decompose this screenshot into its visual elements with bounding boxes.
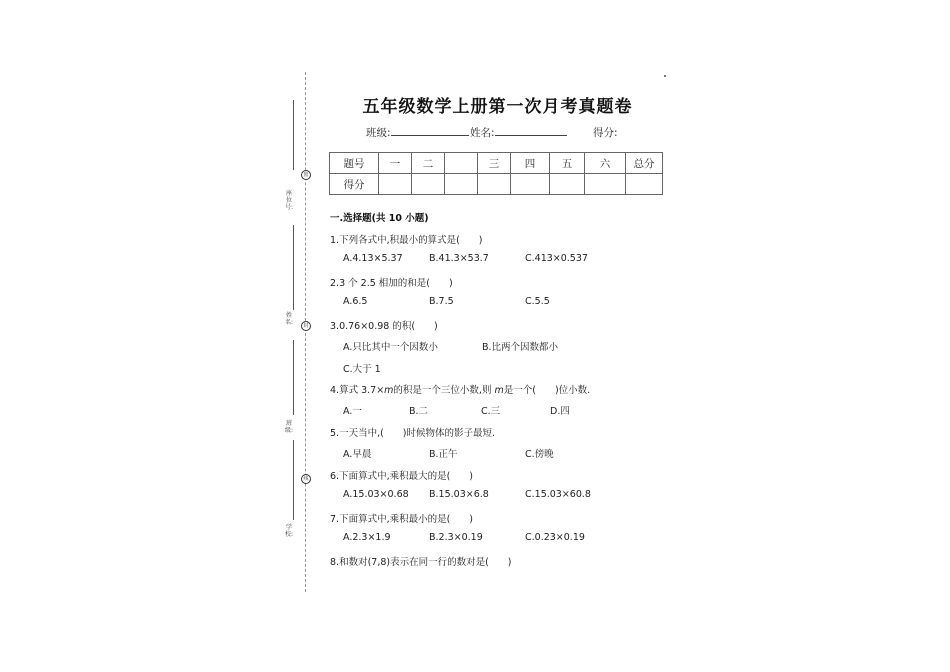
question-3: 3.0.76×0.98 的积( ) bbox=[330, 321, 438, 332]
class-field bbox=[366, 125, 469, 140]
header-cell bbox=[445, 153, 478, 174]
question-6: 6.下面算式中,乘积最大的是( ) bbox=[330, 471, 473, 482]
question-option: A.一 bbox=[343, 406, 362, 417]
variable-m: m bbox=[494, 385, 504, 396]
margin-line bbox=[293, 440, 294, 520]
row-label-cell: 得分 bbox=[330, 174, 379, 195]
seal-mark: 封 bbox=[301, 321, 311, 331]
score-cell[interactable] bbox=[478, 174, 511, 195]
question-option: B.2.3×0.19 bbox=[429, 532, 483, 543]
section-heading: 一.选择题(共 10 小题) bbox=[330, 213, 429, 224]
question-option: A.6.5 bbox=[343, 296, 368, 307]
score-cell[interactable] bbox=[379, 174, 412, 195]
score-cell[interactable] bbox=[550, 174, 585, 195]
question-option: A.4.13×5.37 bbox=[343, 253, 403, 264]
header-cell: 总分 bbox=[626, 153, 663, 174]
score-label: 得分: bbox=[593, 127, 618, 139]
header-cell: 二 bbox=[412, 153, 445, 174]
score-table-header-row bbox=[330, 153, 663, 174]
name-field bbox=[470, 125, 567, 140]
question-option: C.傍晚 bbox=[525, 449, 554, 460]
question-option: D.四 bbox=[550, 406, 570, 417]
question-option: A.早晨 bbox=[343, 449, 372, 460]
margin-name-label: 姓名: bbox=[284, 312, 294, 326]
question-option: B.15.03×6.8 bbox=[429, 489, 489, 500]
score-cell[interactable] bbox=[445, 174, 478, 195]
question-option: C.三 bbox=[481, 406, 501, 417]
name-blank bbox=[495, 125, 567, 136]
name-label: 姓名: bbox=[470, 127, 495, 139]
binding-dashed-line bbox=[305, 72, 307, 592]
score-cell[interactable] bbox=[412, 174, 445, 195]
page-dot bbox=[664, 75, 666, 77]
score-field bbox=[593, 125, 618, 140]
question-option: B.41.3×53.7 bbox=[429, 253, 489, 264]
question-7: 7.下面算式中,乘积最小的是( ) bbox=[330, 514, 473, 525]
question-option: A.15.03×0.68 bbox=[343, 489, 409, 500]
question-1: 1.下列各式中,积最小的算式是( ) bbox=[330, 235, 483, 246]
exam-title: 五年级数学上册第一次月考真题卷 bbox=[362, 97, 633, 117]
header-cell: 题号 bbox=[330, 153, 379, 174]
question-option: C.413×0.537 bbox=[525, 253, 588, 264]
question-option: A.只比其中一个因数小 bbox=[343, 342, 438, 353]
score-cell[interactable] bbox=[626, 174, 663, 195]
question-option: B.二 bbox=[409, 406, 429, 417]
margin-line bbox=[293, 340, 294, 415]
question-2: 2.3 个 2.5 相加的和是( ) bbox=[330, 278, 453, 289]
variable-m: m bbox=[384, 385, 394, 396]
class-blank bbox=[391, 125, 469, 136]
header-cell: 四 bbox=[511, 153, 550, 174]
score-cell[interactable] bbox=[585, 174, 626, 195]
question-5: 5.一天当中,( )时候物体的影子最短. bbox=[330, 428, 496, 439]
question-option: C.0.23×0.19 bbox=[525, 532, 585, 543]
margin-school-label: 学校: bbox=[284, 524, 294, 538]
question-option: B.7.5 bbox=[429, 296, 454, 307]
question-option: B.比两个因数都小 bbox=[482, 342, 559, 353]
seal-mark: 密 bbox=[301, 170, 311, 180]
question-option: C.5.5 bbox=[525, 296, 550, 307]
header-cell: 六 bbox=[585, 153, 626, 174]
question-8: 8.和数对(7,8)表示在同一行的数对是( ) bbox=[330, 557, 512, 568]
score-table bbox=[329, 152, 663, 195]
question-option: C.15.03×60.8 bbox=[525, 489, 591, 500]
score-table-score-row bbox=[330, 174, 663, 195]
question-option: B.正午 bbox=[429, 449, 458, 460]
margin-line bbox=[293, 100, 294, 170]
margin-line bbox=[293, 225, 294, 310]
question-text: 4.算式 3.7× bbox=[330, 385, 385, 396]
question-4 bbox=[330, 382, 590, 396]
class-label: 班级: bbox=[366, 127, 391, 139]
question-option: A.2.3×1.9 bbox=[343, 532, 391, 543]
header-cell: 三 bbox=[478, 153, 511, 174]
header-cell: 五 bbox=[550, 153, 585, 174]
question-text: 的积是一个三位小数,则 bbox=[393, 385, 495, 396]
question-option: C.大于 1 bbox=[343, 364, 381, 375]
margin-class-label: 班级: bbox=[284, 420, 294, 434]
header-cell: 一 bbox=[379, 153, 412, 174]
score-cell[interactable] bbox=[511, 174, 550, 195]
question-text: 是一个( )位小数. bbox=[503, 385, 591, 396]
margin-seat-label: 座位号: bbox=[284, 190, 294, 211]
seal-mark: 线 bbox=[301, 474, 311, 484]
